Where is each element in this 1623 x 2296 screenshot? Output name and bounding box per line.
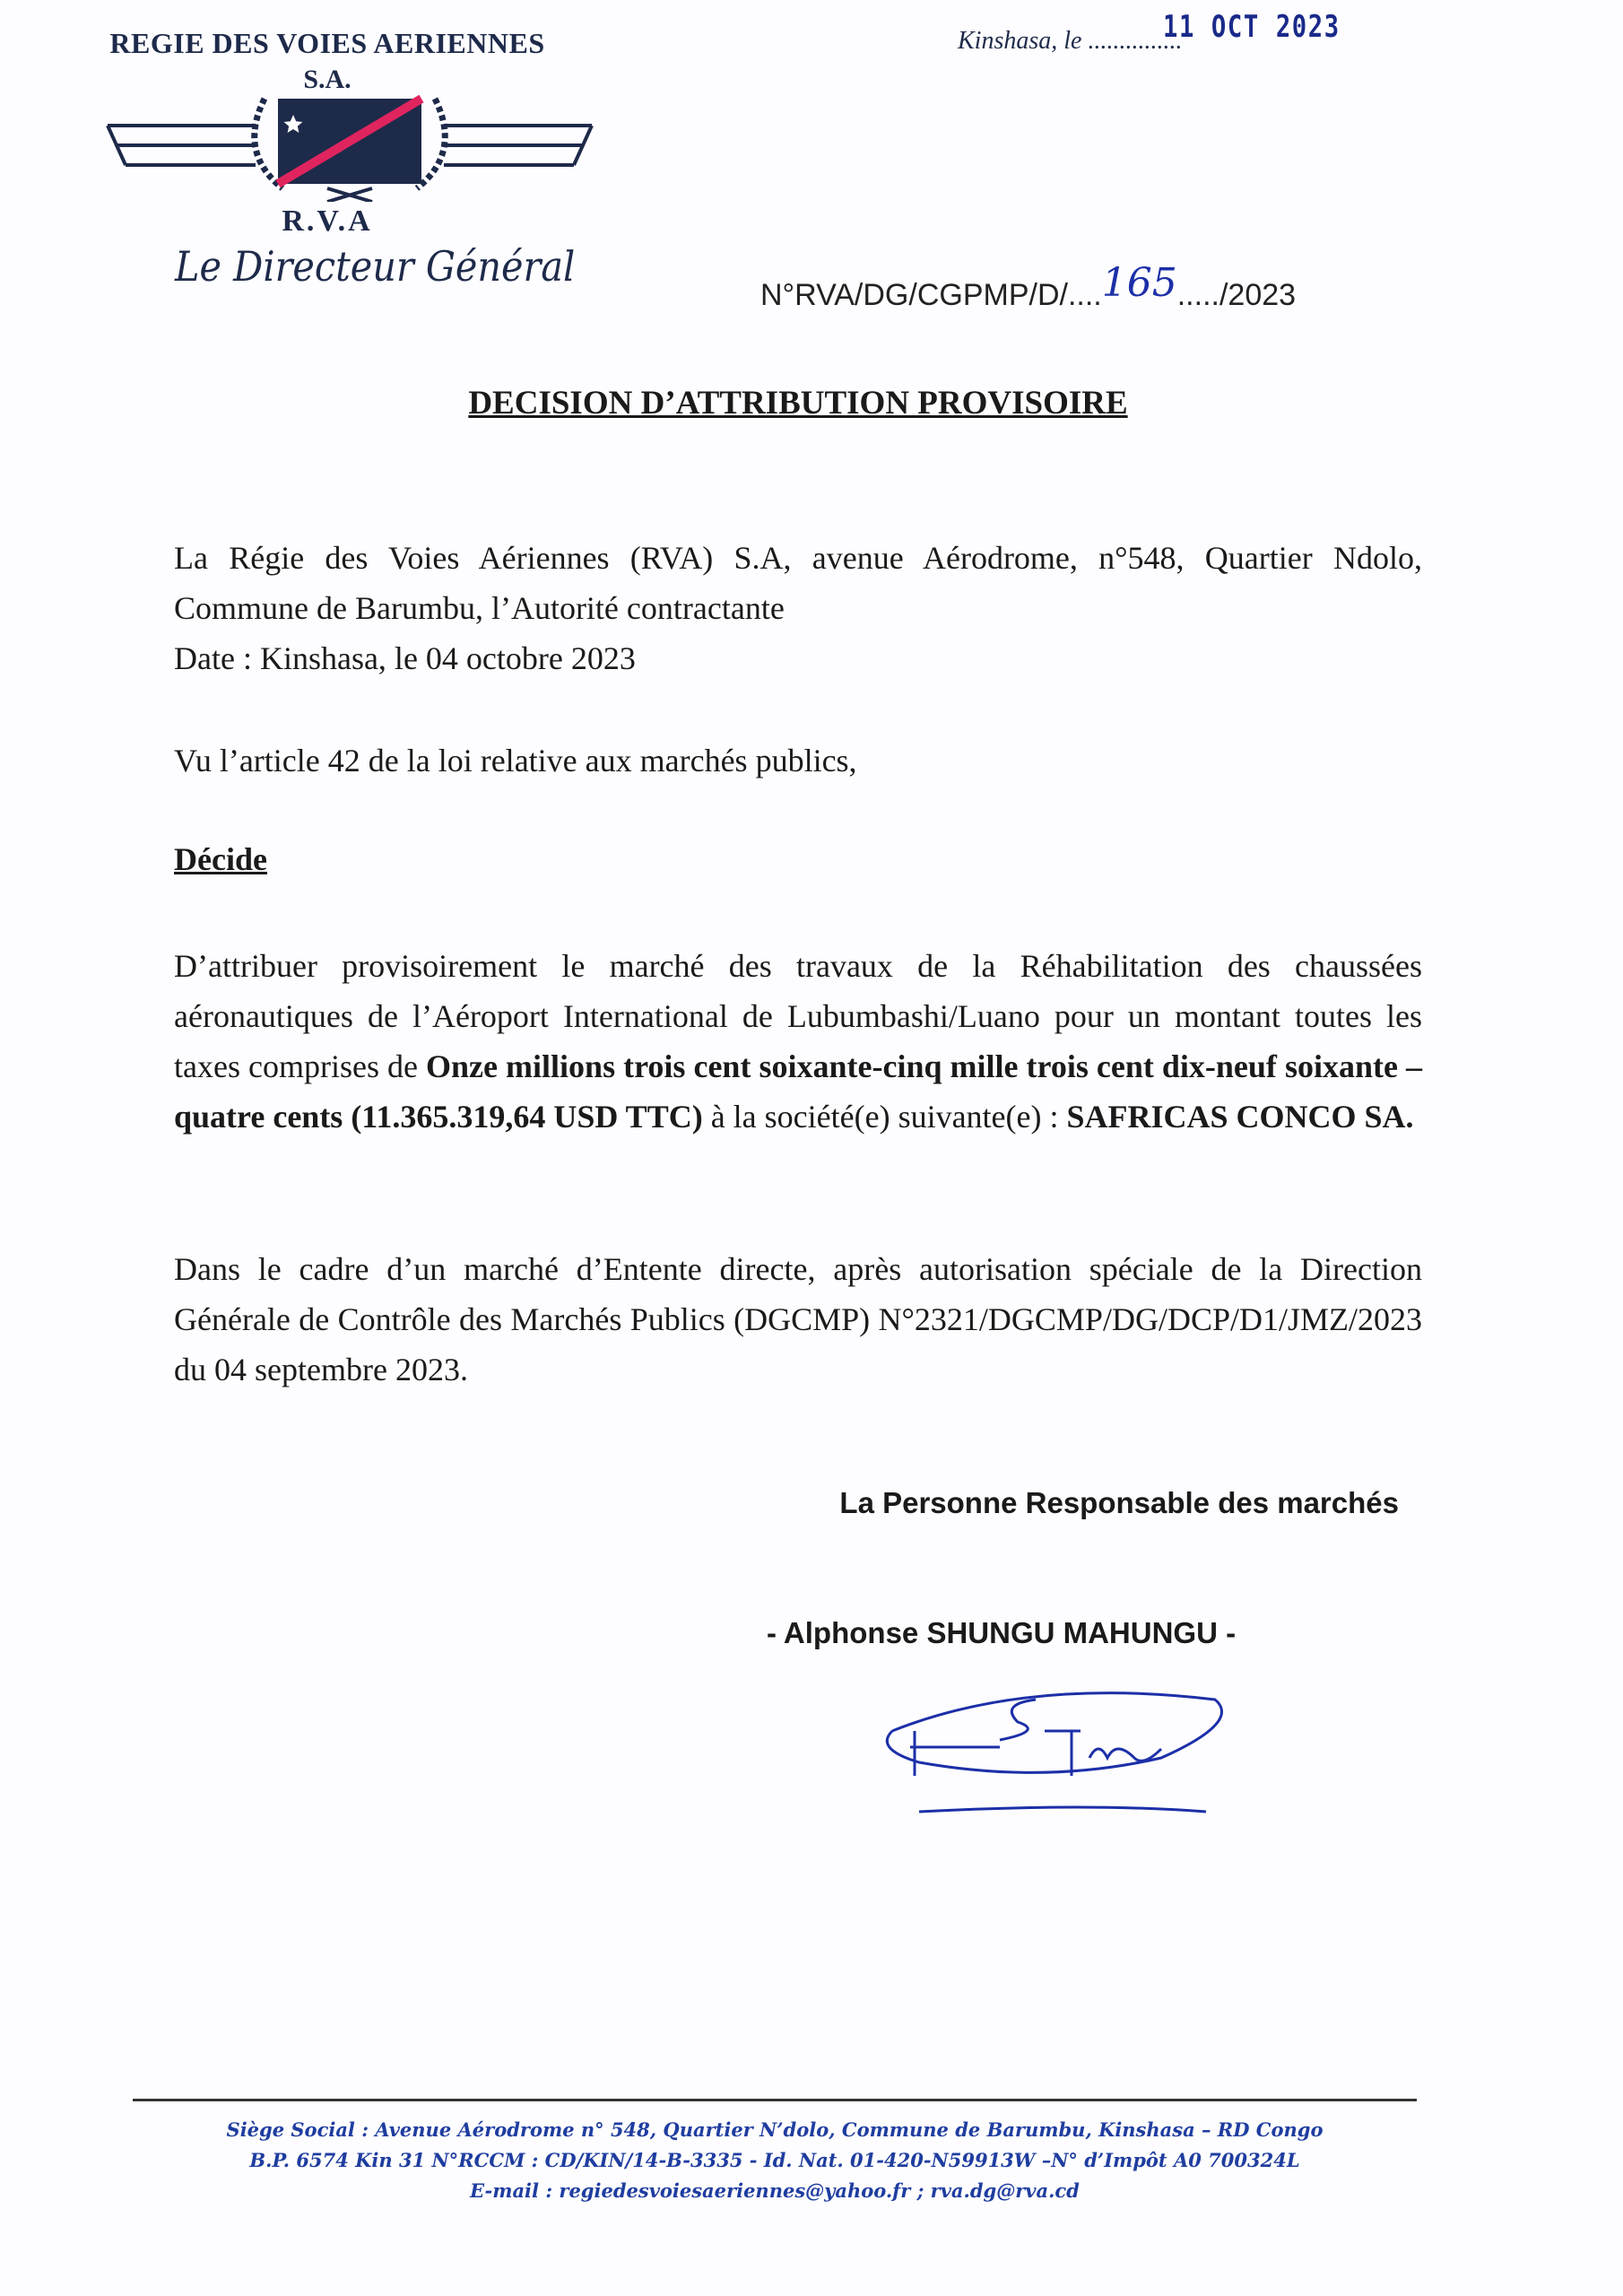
org-suffix: S.A. (303, 65, 352, 94)
context-paragraph: Dans le cadre d’un marché d’Entente directe, après autorisation spéciale de la Direction Générale de Contrôle des Marchés Publics (DGCMP) N°2321/DGCMP/DG/DCP/D1/JMZ/2023 du 04 septembre 2023. (174, 1251, 1422, 1387)
org-acronym: R.V.A (282, 204, 373, 238)
intro-paragraph: La Régie des Voies Aériennes (RVA) S.A, avenue Aérodrome, n°548, Quartier Ndolo, Commune de Barumbu, l’Autorité contractante Date : Kinshasa, le 04 octobre 2023 (174, 540, 1422, 676)
decision-paragraph: D’attribuer provisoirement le marché des travaux de la Réhabilitation des chaussées aéronautiques de l’Aéroport International de Lubumbashi/Luano pour un montant toutes les taxes comprises de Onze millions trois cent soixante-cinq mille trois cent dix-neuf soixante –quatre cents (11.365.319,64 USD TTC) à la société(e) suivante(e) : SAFRICAS CONCO SA. (174, 948, 1422, 1135)
reference-number: N°RVA/DG/CGPMP/D/....165...../2023 (760, 260, 1297, 312)
decide-heading: Décide (174, 841, 267, 877)
handwritten-number: 165 (1101, 260, 1177, 306)
signatory-name: - Alphonse SHUNGU MAHUNGU - (767, 1616, 1237, 1649)
signature (865, 1677, 1260, 1821)
date-stamp: 11 OCT 2023 (1163, 9, 1341, 45)
company-name: SAFRICAS CONCO SA. (1066, 1099, 1414, 1135)
signatory-role: La Personne Responsable des marchés (839, 1486, 1399, 1519)
director-title: Le Directeur Général (175, 242, 576, 291)
amount: Onze millions trois cent soixante-cinq mille trois cent dix-neuf soixante –quatre cents (11.365.319,64 USD TTC) (174, 1048, 1422, 1135)
rva-logo (103, 90, 596, 202)
place-date: Kinshasa, le ............... (958, 27, 1183, 55)
org-name: REGIE DES VOIES AERIENNES (109, 27, 545, 59)
footer-address: Siège Social : Avenue Aérodrome n° 548, Quartier N’dolo, Commune de Barumbu, Kinshasa – RD Congo B.P. 6574 Kin 31 N°RCCM : CD/KIN/14-B-3335 - Id. Nat. 01-420-N59913W –N° d’Impôt A0 700324L E-mail : regiedesvoiesaeriennes@yahoo.fr ; rva.dg@rva.cd (226, 2118, 1324, 2202)
legal-basis: Vu l’article 42 de la loi relative aux marchés publics, (174, 743, 857, 778)
page-title: DECISION D’ATTRIBUTION PROVISOIRE (468, 385, 1128, 422)
footer-divider (133, 2099, 1417, 2101)
